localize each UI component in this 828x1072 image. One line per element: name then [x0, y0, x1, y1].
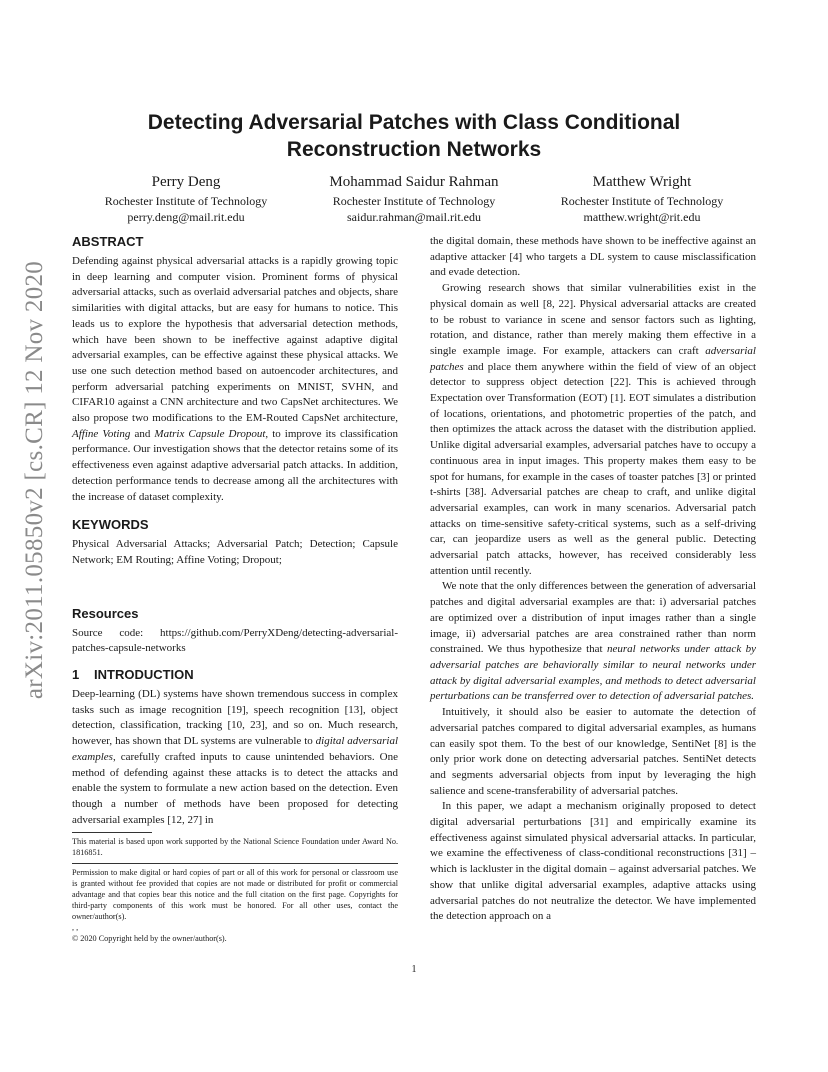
body-paragraph	[430, 579, 756, 705]
abstract-text-part: Defending against physical adversarial attacks is a rapidly growing topic in deep learning and computer vision. Prominent forms of physical adversarial attacks, such as overlaid adversarial patches and objects, share similarities with digital attacks, but are easy for humans to notice. This leads us to explore the hypothesis that adversarial detection methods, which have been shown to be ineffective against adaptive digital adversarial examples, can be effective against these physical attacks. We use one such detection method based on autoencoder architectures, and perform adversarial patching experiments on MNIST, SVHN, and CIFAR10 against a CNN architecture and two CapsNet architectures. We also propose two modifications to the EM-Routed CapsNet architecture,	[72, 255, 398, 425]
author-email: saidur.rahman@mail.rit.edu	[346, 210, 481, 224]
body-text-part: and place them anywhere within the field of view of an object detector to suppress object detection [22]. This is achieved through Expectation over Transformation (EOT) [1]. EOT simulates a distribution of locations, orientations, and photometric properties of the patch, and then optimizes the attack across the dataset with the distribution applied. Unlike digital adversarial examples, adversarial patches have to occupy a continuous area in input images. This property makes them easy to be spot for humans, for example in the cases of toaster patches [3] or printed t-shirts [38]. Adversarial patches are cheap to craft, and unlike digital adversarial examples, can work in many scenarios. Adversarial patch attacks on time-sensitive safety-critical systems, such as a self-driving car, can jeopardize users as well as the general public. Detecting adversarial patch attacks, however, has received considerably less attention until recently.	[430, 360, 756, 577]
section-title: INTRODUCTION	[94, 667, 194, 683]
body-emphasis: adversarial patches	[430, 344, 756, 373]
footnotes	[72, 832, 398, 944]
intro-emphasis: digital adversarial examples	[72, 735, 398, 763]
body-text-part: Growing research shows that similar vulnerabilities exist in the physical domain as well [8, 22]. Physical adversarial attacks are created to be robust to variance in scene and sensor factors such as lighting, rotation, and distance, rather than merely making them effective in a single example image. For example, attackers can craft	[430, 282, 756, 357]
body-paragraph	[430, 281, 756, 579]
author-2	[300, 173, 528, 225]
author-affiliation: Rochester Institute of Technology	[560, 194, 724, 208]
keywords-text: Physical Adversarial Attacks; Adversarial Patch; Detection; Capsule Network; EM Routing; Affine Voting; Dropout;	[72, 538, 398, 566]
abstract-emphasis: Matrix Capsule Dropout	[154, 427, 266, 440]
author-email: matthew.wright@rit.edu	[583, 210, 701, 224]
title-line-1: Detecting Adversarial Patches with Class Conditional	[147, 111, 681, 134]
conference-placeholder: , ,	[72, 923, 79, 932]
author-block	[72, 173, 756, 225]
author-name: Perry Deng	[151, 174, 221, 190]
intro-text-part: Deep-learning (DL) systems have shown tremendous success in complex tasks such as image recognition [19], speech recognition [13], object detection, classification, tracking [10, 23], and so on. Much research, however, has shown that DL systems are vulnerable to	[72, 688, 398, 748]
abstract-text	[72, 254, 398, 505]
body-paragraph: In this paper, we adapt a mechanism originally proposed to detect digital adversarial perturbations [31] and empirically examine its effectiveness against simulated physical adversarial attacks. In particular, we examine the effectiveness of class-conditional reconstructions [31] – which is lackluster in the digital domain – against adversarial patches. We show that unlike digital adversarial examples, adaptive attacks using adversarial patches do not neutralize the detector. We have implemented the detection approach on a	[430, 800, 756, 923]
author-affiliation: Rochester Institute of Technology	[332, 194, 496, 208]
left-column	[72, 234, 398, 828]
abstract-emphasis: Affine Voting	[72, 427, 131, 440]
abstract-text-part: and	[130, 427, 155, 440]
author-affiliation: Rochester Institute of Technology	[104, 194, 268, 208]
author-email: perry.deng@mail.rit.edu	[127, 210, 245, 224]
section-number: 1	[72, 667, 80, 683]
author-1	[72, 173, 300, 225]
title-line-2: Reconstruction Networks	[286, 138, 542, 161]
permission-rule	[72, 863, 398, 864]
keywords-heading: KEYWORDS	[72, 517, 149, 533]
arxiv-identifier: arXiv:2011.05850v2 [cs.CR] 12 Nov 2020	[21, 260, 48, 700]
abstract-text-part: , to improve its classification performance. Our investigation shows that the detector retains some of its effectiveness even against adaptive adversarial patch attacks. In addition, detection performance tends to decrease among all the architectures with the increase of dataset complexity.	[72, 427, 398, 503]
right-column	[430, 234, 756, 925]
introduction-heading	[72, 667, 398, 683]
page-number: 1	[411, 964, 417, 975]
intro-text-part: , carefully crafted inputs to cause unintended behaviors. One method of defending against these attacks is to detect the attacks and enable the system to formulate a new action based on the detection. Even though a number of methods have been proposed for detecting adversarial examples [12, 27] in	[72, 750, 398, 826]
abstract-heading: ABSTRACT	[72, 234, 144, 249]
hypothesis-emphasis: neural networks under attack by adversarial patches are behaviorally similar to neural networks under attack by digital adversarial examples, and methods to detect adversarial perturbations can be transferred over to detection of adversarial patches.	[430, 643, 756, 703]
author-name: Matthew Wright	[592, 174, 692, 190]
author-name: Mohammad Saidur Rahman	[329, 174, 499, 190]
body-paragraph: Intuitively, it should also be easier to automate the detection of adversarial patches compared to digital adversarial examples, as humans can easily spot them. To the best of our knowledge, SentiNet [8] is the only prior work done on detecting adversarial patches. SentiNet detects and segments adversarial objects from input by leveraging the high salience and scene-transferability of adversarial patches.	[430, 706, 756, 797]
arxiv-stamp	[18, 260, 52, 700]
footnote-rule	[72, 832, 152, 833]
body-text-part: We note that the only differences between the generation of adversarial patches and digital adversarial examples are that: i) adversarial patches are optimized over a distribution of input images rather than a single image, ii) adversarial patches are area constrained rather than norm constrained. We thus hypothesize that	[430, 580, 756, 656]
resources-heading: Resources	[72, 605, 139, 621]
author-3	[528, 173, 756, 225]
resources-text: Source code: https://github.com/PerryXDeng/detecting-adversarial-patches-capsule-networks	[72, 626, 398, 655]
copyright-notice: © 2020 Copyright held by the owner/author(s).	[72, 934, 227, 943]
funding-footnote: This material is based upon work supported by the National Science Foundation under Award No. 1816851.	[72, 837, 398, 857]
body-paragraph: the digital domain, these methods have shown to be ineffective against an adaptive attacker [4] who targets a DL system to cause misclassification and evade detection.	[430, 235, 756, 279]
permission-notice: Permission to make digital or hard copies of part or all of this work for personal or classroom use is granted without fee provided that copies are not made or distributed for profit or commercial advantage and that copies bear this notice and the full citation on the first page. Copyrights for third-party components of this work must be honored. For all other uses, contact the owner/author(s).	[72, 868, 398, 921]
introduction-paragraph	[72, 687, 398, 828]
paper-title	[72, 109, 756, 163]
